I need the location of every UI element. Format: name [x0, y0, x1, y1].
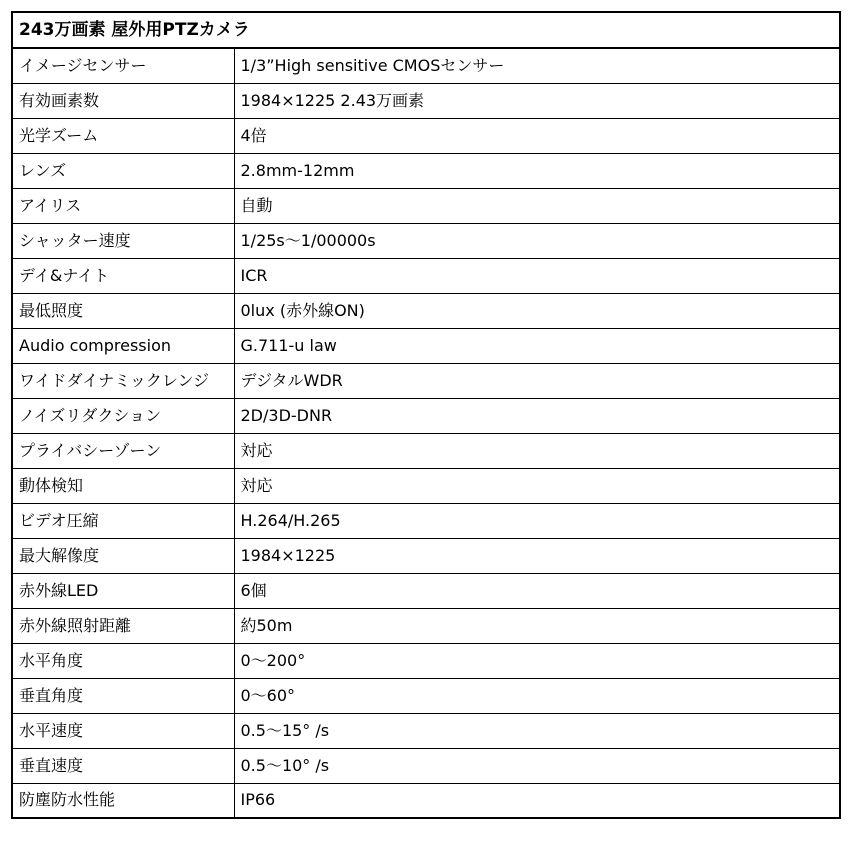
spec-label: 最大解像度: [12, 538, 234, 573]
spec-value: 4倍: [234, 118, 840, 153]
table-row: [12, 573, 840, 608]
spec-value: 対応: [234, 468, 840, 503]
table-row: [12, 293, 840, 328]
spec-value: 1/25s～1/00000s: [234, 223, 840, 258]
spec-label: Audio compression: [12, 328, 234, 363]
spec-label: 赤外線照射距離: [12, 608, 234, 643]
spec-value: 自動: [234, 188, 840, 223]
table-row: [12, 223, 840, 258]
spec-value: 0.5～15° /s: [234, 713, 840, 748]
table-row: [12, 678, 840, 713]
spec-label: ビデオ圧縮: [12, 503, 234, 538]
spec-label: 光学ズーム: [12, 118, 234, 153]
spec-value: デジタルWDR: [234, 363, 840, 398]
spec-value: 0～60°: [234, 678, 840, 713]
spec-value: 6個: [234, 573, 840, 608]
spec-label: イメージセンサー: [12, 48, 234, 83]
spec-value: 0.5～10° /s: [234, 748, 840, 783]
spec-value: 1984×1225: [234, 538, 840, 573]
spec-value: 0～200°: [234, 643, 840, 678]
spec-label: 防塵防水性能: [12, 783, 234, 818]
spec-label: 垂直速度: [12, 748, 234, 783]
spec-label: 有効画素数: [12, 83, 234, 118]
spec-value: H.264/H.265: [234, 503, 840, 538]
table-row: [12, 188, 840, 223]
table-row: [12, 398, 840, 433]
table-row: [12, 748, 840, 783]
title-row: [12, 12, 840, 48]
spec-value: 0lux (赤外線ON): [234, 293, 840, 328]
spec-value: 約50m: [234, 608, 840, 643]
table-row: [12, 783, 840, 818]
spec-label: ノイズリダクション: [12, 398, 234, 433]
spec-label: 垂直角度: [12, 678, 234, 713]
table-row: [12, 363, 840, 398]
spec-label: 水平速度: [12, 713, 234, 748]
table-row: [12, 258, 840, 293]
table-row: [12, 153, 840, 188]
spec-value: ICR: [234, 258, 840, 293]
spec-label: シャッター速度: [12, 223, 234, 258]
table-row: [12, 118, 840, 153]
spec-value: 2D/3D-DNR: [234, 398, 840, 433]
spec-label: 最低照度: [12, 293, 234, 328]
table-row: [12, 48, 840, 83]
spec-value: 2.8mm-12mm: [234, 153, 840, 188]
spec-label: レンズ: [12, 153, 234, 188]
spec-value: 対応: [234, 433, 840, 468]
table-row: [12, 468, 840, 503]
spec-label: プライバシーゾーン: [12, 433, 234, 468]
table-row: [12, 713, 840, 748]
spec-label: 赤外線LED: [12, 573, 234, 608]
table-row: [12, 503, 840, 538]
spec-value: 1/3”High sensitive CMOSセンサー: [234, 48, 840, 83]
spec-label: アイリス: [12, 188, 234, 223]
spec-value: 1984×1225 2.43万画素: [234, 83, 840, 118]
table-row: [12, 433, 840, 468]
spec-label: デイ&ナイト: [12, 258, 234, 293]
spec-label: 水平角度: [12, 643, 234, 678]
table-title: 243万画素 屋外用PTZカメラ: [12, 12, 840, 48]
table-row: [12, 643, 840, 678]
spec-label: ワイドダイナミックレンジ: [12, 363, 234, 398]
table-row: [12, 328, 840, 363]
spec-value: G.711-u law: [234, 328, 840, 363]
spec-value: IP66: [234, 783, 840, 818]
spec-label: 動体検知: [12, 468, 234, 503]
spec-table: [11, 11, 841, 819]
table-row: [12, 83, 840, 118]
table-row: [12, 608, 840, 643]
table-row: [12, 538, 840, 573]
